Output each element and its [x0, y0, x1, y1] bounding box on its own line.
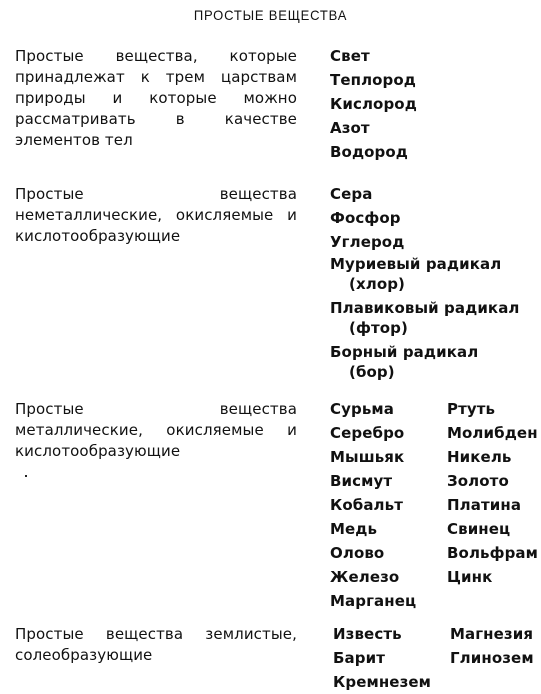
substance-item: Кобальт — [330, 496, 404, 514]
substance-item: Барит — [333, 649, 385, 667]
substance-item: Олово — [330, 544, 385, 562]
substance-item: Платина — [447, 496, 522, 514]
substance-column-right — [450, 622, 534, 670]
section-description: Простые вещества землистые, солеобразующие — [15, 625, 297, 664]
stray-mark — [25, 475, 27, 477]
substance-item: Кислород — [330, 95, 417, 113]
substance-item — [330, 254, 520, 298]
substance-item: Сера — [330, 185, 373, 203]
substance-item: Азот — [330, 119, 370, 137]
substance-name: Муриевый радикал — [330, 255, 502, 273]
substance-item: Ртуть — [447, 400, 496, 418]
substance-item: Висмут — [330, 472, 393, 490]
substance-item: Молибден — [447, 424, 538, 442]
substance-item: Сурьма — [330, 400, 394, 418]
section-description: Простые вещества, которые принадлежат к трем царствам природы и которые можно рассматривать в качестве элементов тел — [15, 47, 297, 149]
substance-item: Вольфрам — [447, 544, 539, 562]
substance-item: Углерод — [330, 233, 405, 251]
substance-column — [330, 182, 520, 386]
substance-column — [330, 44, 417, 164]
substance-item: Мышьяк — [330, 448, 405, 466]
substance-item: Цинк — [447, 568, 493, 586]
substance-item: Кремнезем — [333, 673, 432, 691]
section-description: Простые вещества неметаллические, окисляемые и кислотообразующие — [15, 185, 297, 245]
substance-item: Свинец — [447, 520, 511, 538]
substance-item: Водород — [330, 143, 409, 161]
substance-item — [330, 298, 520, 342]
substance-item: Магнезия — [450, 625, 534, 643]
substance-item: Серебро — [330, 424, 405, 442]
substance-modern-name: (фтор) — [349, 319, 408, 337]
substance-name: Борный радикал — [330, 343, 479, 361]
substance-item: Известь — [333, 625, 402, 643]
substance-item: Теплород — [330, 71, 417, 89]
substance-item: Глинозем — [450, 649, 534, 667]
substance-modern-name: (бор) — [349, 363, 395, 381]
substance-item: Медь — [330, 520, 378, 538]
substance-column-left — [333, 622, 431, 694]
substance-item: Свет — [330, 47, 370, 65]
substance-item: Фосфор — [330, 209, 401, 227]
substance-item: Золото — [447, 472, 509, 490]
substance-modern-name: (хлор) — [349, 275, 406, 293]
substance-item — [330, 342, 520, 386]
substance-item: Никель — [447, 448, 512, 466]
substance-column-left — [330, 397, 416, 613]
substance-column-right — [447, 397, 538, 589]
substance-name: Плавиковый радикал — [330, 299, 520, 317]
page-title: ПРОСТЫЕ ВЕЩЕСТВА — [193, 7, 348, 24]
substance-item: Железо — [330, 568, 400, 586]
section-description: Простые вещества металлические, окисляемые и кислотообразующие — [15, 400, 297, 460]
substance-item: Марганец — [330, 592, 417, 610]
